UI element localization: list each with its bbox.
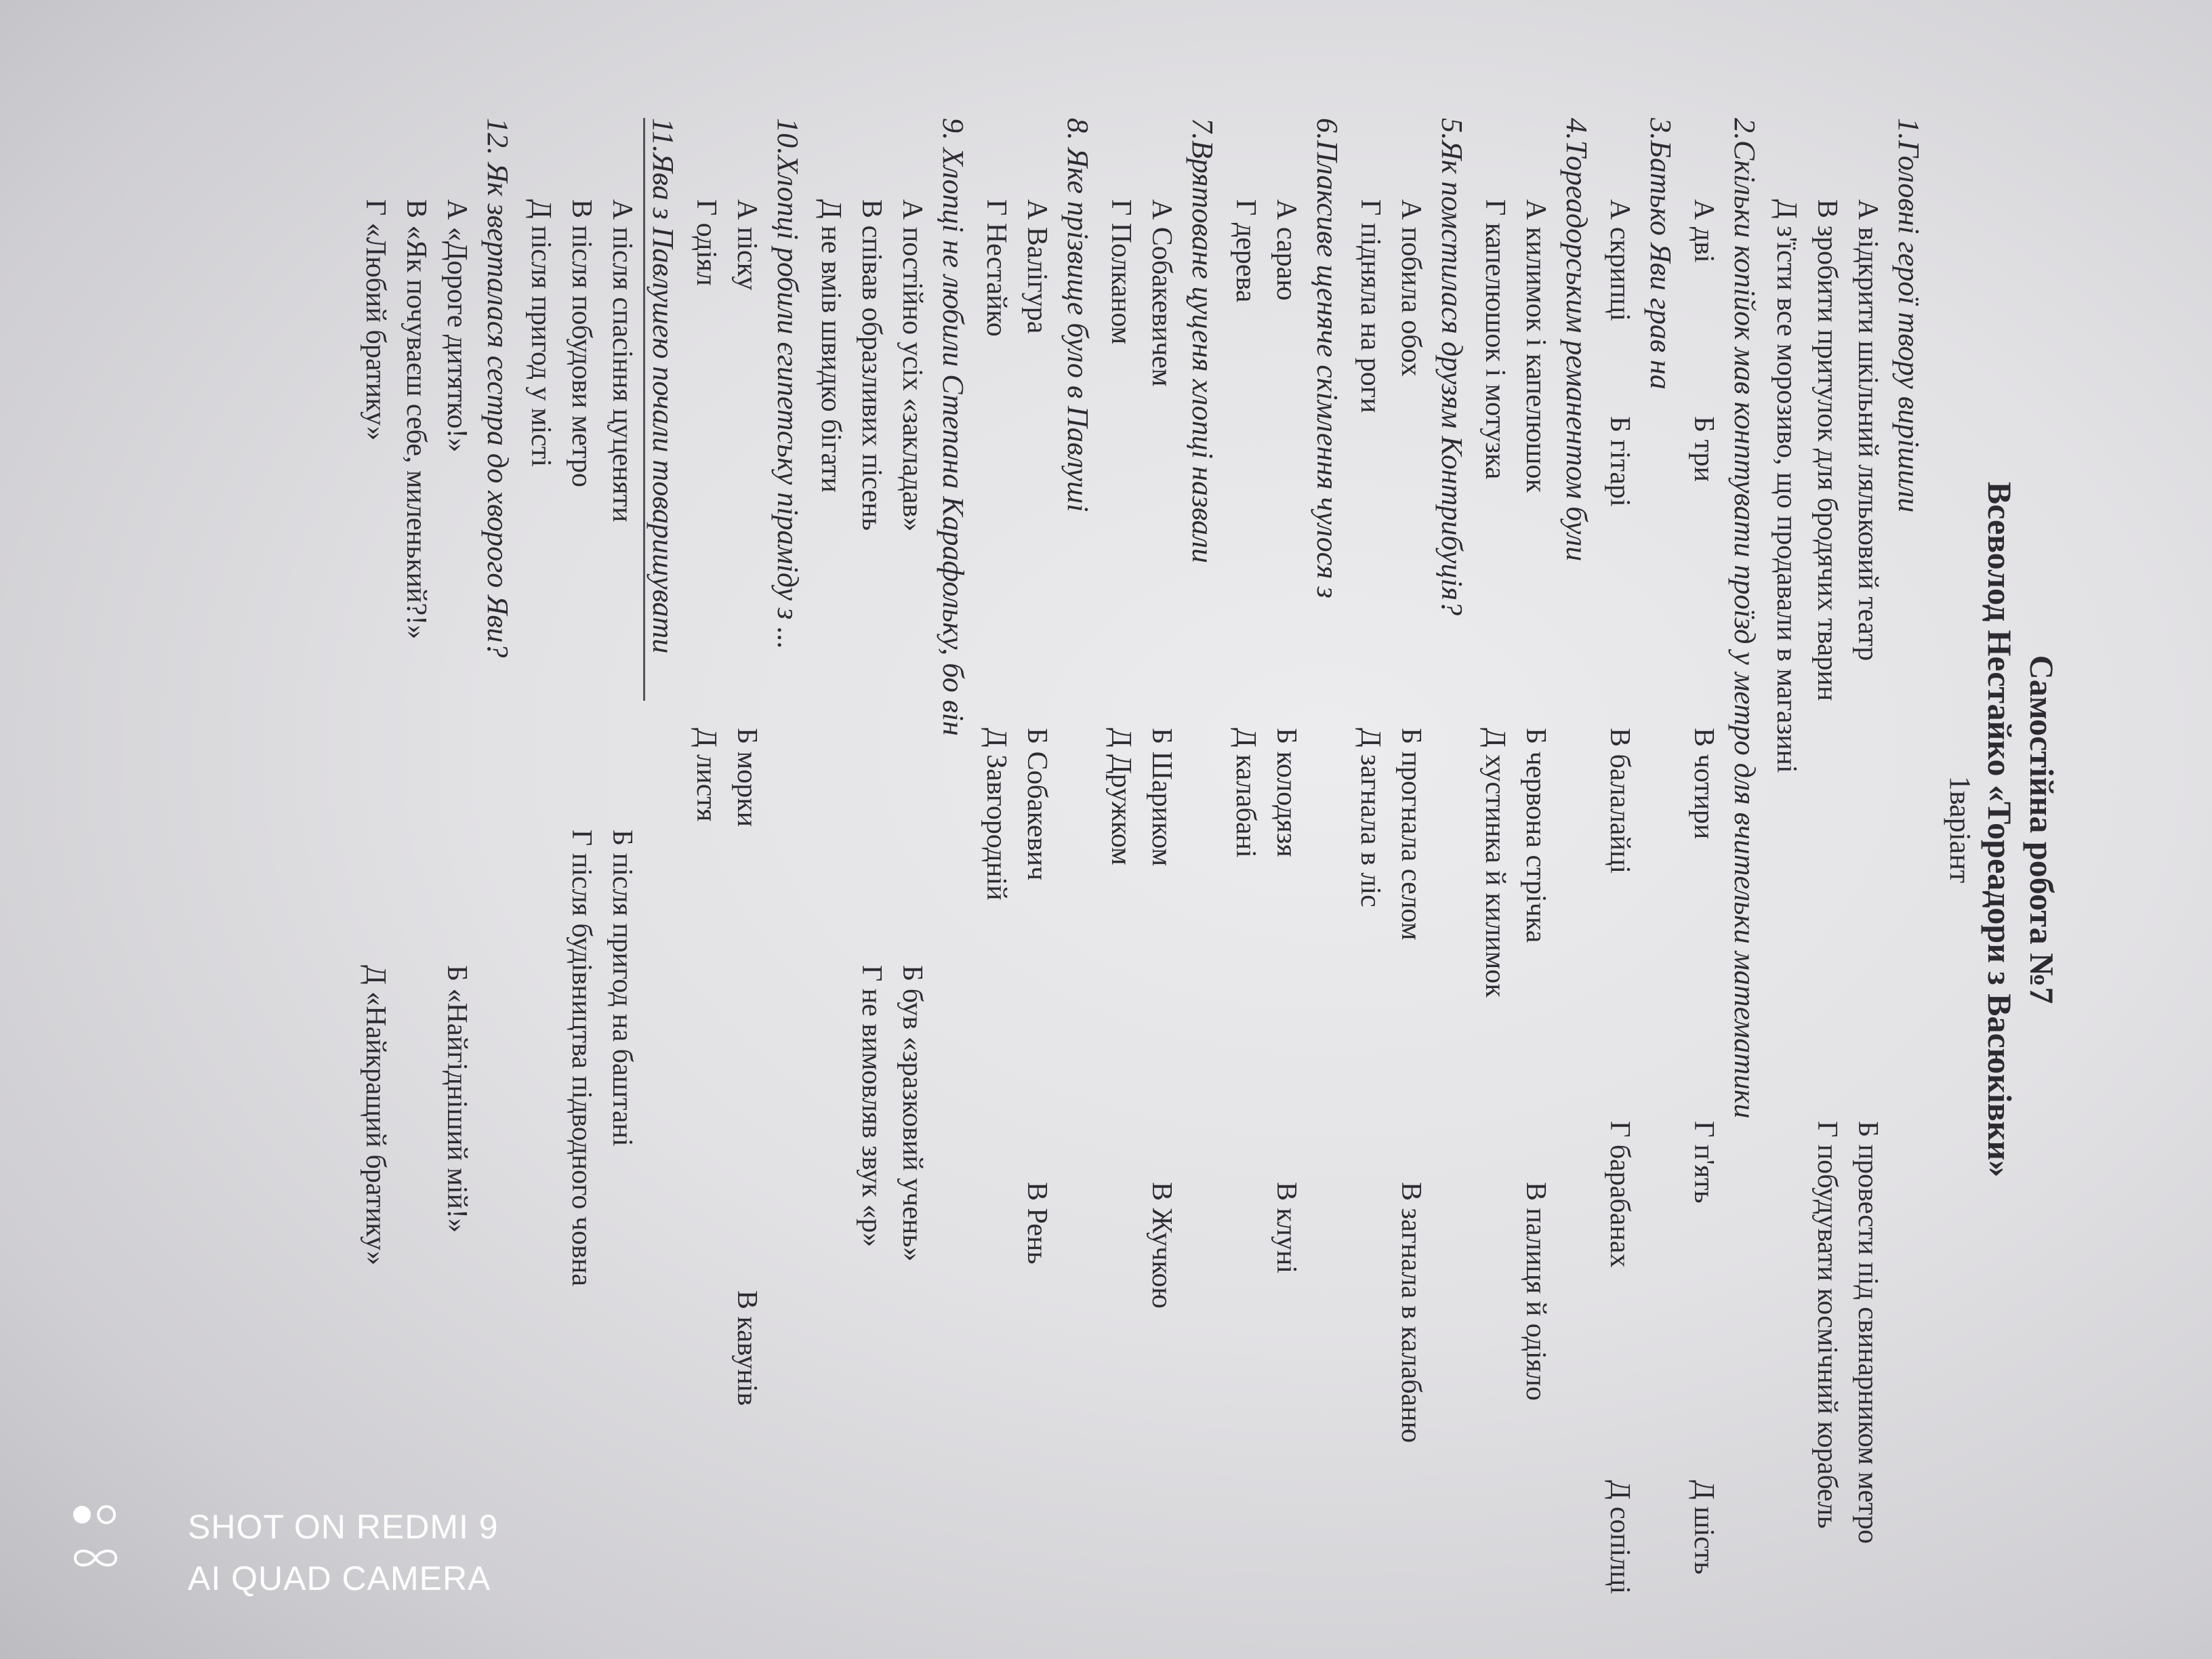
q10-option-d: Г одіял <box>691 199 722 286</box>
q1-option-a: А відкрити шкільний ляльковий театр <box>1852 199 1883 661</box>
q5-option-e: Д загнала в ліс <box>1355 728 1386 907</box>
q11-option-e: Д після пригод у місті <box>525 199 556 467</box>
q9-option-c: В співав образливих пісень <box>856 199 887 531</box>
q2-option-a: А дві <box>1688 199 1719 263</box>
q5-option-b: Б прогнала селом <box>1395 728 1427 941</box>
q10-option-c: В кавунів <box>731 1290 762 1406</box>
q2-option-b: Б три <box>1688 416 1719 482</box>
q7-option-a: А Собакевичем <box>1146 199 1177 387</box>
q9-option-b: Б був «зразковий учень» <box>897 965 928 1262</box>
q3-option-d: Г барабанах <box>1604 1121 1635 1268</box>
q1-option-c: В зробити притулок для бродячих тварин <box>1811 199 1843 701</box>
q1-option-e: Д з'їсти все морозиво, що продавали в магазині <box>1771 199 1802 773</box>
q11-option-a: А після спасіння цуценяти <box>607 199 638 523</box>
q3-option-b: Б гітарі <box>1604 416 1635 507</box>
q3-option-a: А скрипці <box>1604 199 1635 321</box>
q10-option-e: Д листя <box>691 728 722 822</box>
q4-option-c: В палиця й одіяло <box>1520 1182 1551 1401</box>
question-3: 3.Батько Яви грав на <box>1644 118 1677 390</box>
q7-option-e: Д Дружком <box>1105 728 1136 865</box>
q8-option-c: В Рень <box>1021 1182 1052 1265</box>
q5-option-a: А побила обох <box>1395 199 1427 377</box>
q7-option-b: Б Шариком <box>1146 728 1177 867</box>
question-8: 8. Яке прізвище було в Павлуші <box>1061 118 1094 512</box>
q4-option-b: Б червона стрічка <box>1520 728 1551 943</box>
q3-option-e: Д сопілці <box>1604 1480 1635 1595</box>
question-4: 4.Тореадорським реманентом були <box>1560 118 1593 562</box>
page-title: Самостійна робота №7 <box>2023 655 2061 1004</box>
q2-option-d: Г п'ять <box>1688 1121 1719 1204</box>
question-2: 2.Скільки копійок мав конптувати проїзд у метро для вчительки математики <box>1728 118 1761 1119</box>
q6-option-c: В клуні <box>1271 1182 1302 1274</box>
q6-option-b: Б колодязя <box>1271 728 1302 857</box>
q2-option-e: Д шість <box>1688 1480 1719 1575</box>
q10-option-b: Б морки <box>731 728 762 827</box>
q12-option-c: В «Як почуваєш себе, миленький?!» <box>401 199 432 640</box>
question-10: 10.Хлопці робили єгипетську піраміду з ... <box>771 118 804 650</box>
q8-option-e: Д Завгородній <box>981 728 1012 901</box>
question-1: 1.Головні герої твору вирішили <box>1892 118 1925 513</box>
q4-option-a: А килимок і капелюшок <box>1520 199 1551 493</box>
q11-option-c: В після побудови метро <box>566 199 597 487</box>
question-6: 6.Плаксиве щеняче скімлення чулося з <box>1311 118 1344 598</box>
q12-option-b: Б «Найгідніший мій!» <box>441 965 472 1233</box>
q3-option-c: В балалайці <box>1604 728 1635 874</box>
q2-option-c: В чотири <box>1688 728 1719 840</box>
question-7: 7.Врятоване цуценя хлопці назвали <box>1186 118 1219 563</box>
q12-option-e: Д «Найкращий братику» <box>360 965 391 1266</box>
q12-option-d: Г «Любий братику» <box>360 199 391 441</box>
q9-option-e: Д не вмів швидко бігати <box>815 199 846 493</box>
q8-option-b: Б Собакевич <box>1021 728 1052 881</box>
q9-option-a: А постійно усіх «закладав» <box>897 199 928 532</box>
q7-option-c: В Жучкою <box>1146 1182 1177 1309</box>
q4-option-e: Д хустинка й килимок <box>1479 728 1511 998</box>
q6-option-d: Г дерева <box>1230 199 1261 303</box>
q5-option-c: В загнала в калабаню <box>1395 1182 1427 1443</box>
question-12: 12. Як зверталася сестра до хворого Яви? <box>481 118 514 658</box>
q11-option-b: Б після пригод на баштані <box>607 830 638 1147</box>
watermark-line-1: SHOT ON REDMI 9 <box>188 1508 499 1546</box>
q5-option-d: Г підняла на роги <box>1355 199 1386 413</box>
question-5: 5.Як помстилася друзям Контрибуція? <box>1435 118 1469 616</box>
divider-line <box>643 118 645 701</box>
worksheet-page <box>89 16 2123 1643</box>
camera-logo-icon <box>71 1501 120 1577</box>
q9-option-d: Г не вимовляв звук «р» <box>856 965 887 1248</box>
q1-option-b: Б провести під свинарником метро <box>1852 1121 1883 1544</box>
watermark-line-2: AI QUAD CAMERA <box>188 1559 491 1597</box>
q7-option-d: Г Полканом <box>1105 199 1136 345</box>
q4-option-d: Г капелюшок і мотузка <box>1479 199 1511 480</box>
question-9: 9. Хлопці не любили Степана Карафольку, бо він <box>937 118 970 736</box>
q11-option-d: Г після будівництва підводного човна <box>566 830 597 1286</box>
q12-option-a: А «Дорогe дитятко!» <box>441 199 472 453</box>
q10-option-a: А піску <box>731 199 762 291</box>
variant-label: 1варіант <box>1944 775 1977 884</box>
q1-option-d: Г побудувати космічний корабель <box>1811 1121 1843 1529</box>
q6-option-a: А сараю <box>1271 199 1302 301</box>
page-subtitle: Всеволод Нестайко «Тореадори з Васюківки» <box>1981 481 2019 1178</box>
question-11: 11.Ява з Павлушею почали товаришувати <box>647 118 680 654</box>
q6-option-e: Д калабані <box>1230 728 1261 858</box>
q8-option-a: А Валігура <box>1021 199 1052 334</box>
q8-option-d: Г Нестайко <box>981 199 1012 337</box>
